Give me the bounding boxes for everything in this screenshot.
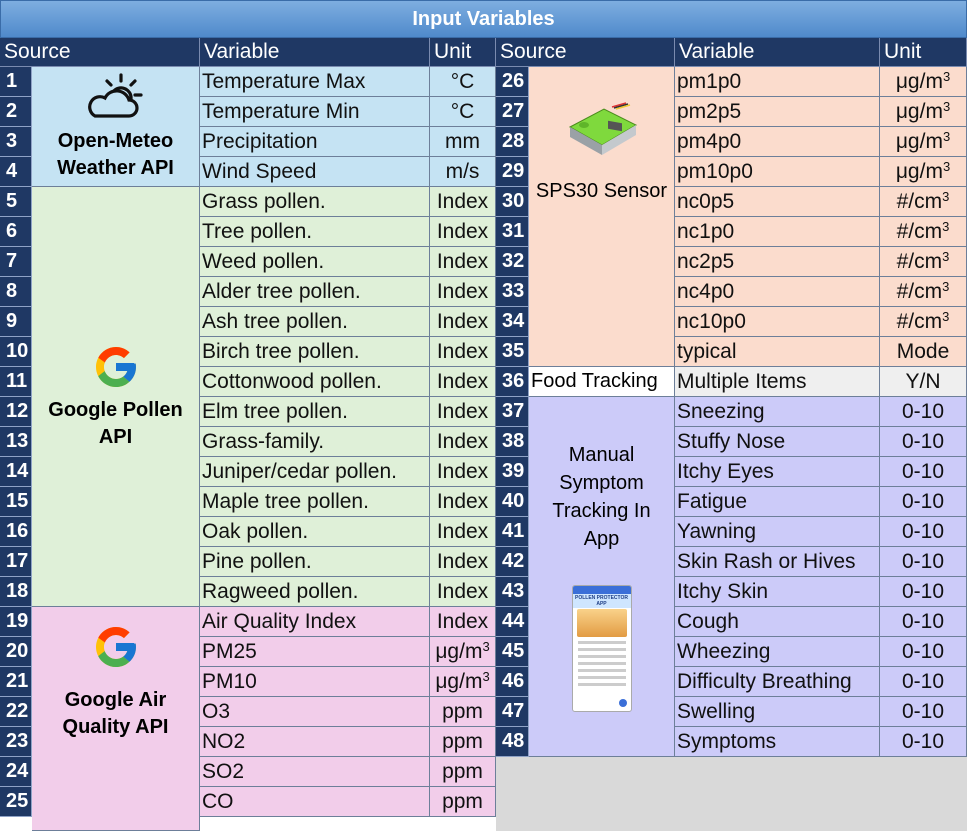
variable-name: nc10p0 (675, 307, 880, 337)
variable-unit (430, 697, 496, 727)
header-unit-left: Unit (430, 38, 496, 67)
row-number: 38 (496, 427, 529, 457)
unit-superscript: 3 (942, 69, 951, 84)
source-air-quality (32, 607, 200, 831)
variable-name: nc4p0 (675, 277, 880, 307)
variable-unit (430, 787, 496, 817)
variable-unit (430, 547, 496, 577)
unit-text: 0-10 (901, 459, 945, 483)
variable-name: Oak pollen. (200, 517, 430, 547)
row-number: 34 (496, 307, 529, 337)
variable-name: SO2 (200, 757, 430, 787)
unit-text: 0-10 (901, 639, 945, 663)
variable-unit (430, 307, 496, 337)
unit-text: μg/m (895, 129, 943, 153)
row-number: 20 (0, 637, 32, 667)
variable-unit (880, 367, 967, 397)
variable-unit (430, 637, 496, 667)
variable-unit (430, 517, 496, 547)
google-logo-icon (92, 343, 140, 391)
variable-name: PM10 (200, 667, 430, 697)
unit-text: #/cm (896, 249, 943, 273)
unit-text: Index (436, 399, 489, 423)
row-number: 39 (496, 457, 529, 487)
unit-text: Index (436, 489, 489, 513)
unit-text: Index (436, 339, 489, 363)
variable-name: Juniper/cedar pollen. (200, 457, 430, 487)
unit-text: Index (436, 369, 489, 393)
variable-name: Cough (675, 607, 880, 637)
variable-unit (880, 247, 967, 277)
unit-text: 0-10 (901, 669, 945, 693)
header-variable-left: Variable (200, 38, 430, 67)
row-number: 12 (0, 397, 32, 427)
variable-unit (880, 127, 967, 157)
variable-name: O3 (200, 697, 430, 727)
variable-unit (880, 457, 967, 487)
unit-text: #/cm (896, 279, 943, 303)
source-weather-label: Open-Meteo Weather API (57, 129, 174, 179)
unit-text: Index (436, 549, 489, 573)
row-number: 41 (496, 517, 529, 547)
row-number: 25 (0, 787, 32, 817)
unit-text: ppm (442, 789, 483, 813)
source-air-quality-label: Google Air Quality API (62, 689, 169, 738)
variable-unit (880, 397, 967, 427)
unit-text: μg/m (435, 669, 483, 693)
unit-text: 0-10 (901, 399, 945, 423)
variable-name: Symptoms (675, 727, 880, 757)
row-number: 16 (0, 517, 32, 547)
variable-unit (880, 637, 967, 667)
unit-superscript: 3 (942, 279, 950, 294)
variable-name: Elm tree pollen. (200, 397, 430, 427)
variable-unit (430, 757, 496, 787)
variable-unit (880, 607, 967, 637)
variable-unit (880, 97, 967, 127)
variable-name: Weed pollen. (200, 247, 430, 277)
row-number: 15 (0, 487, 32, 517)
unit-text: ppm (442, 729, 483, 753)
variable-name: Wind Speed (200, 157, 430, 187)
row-number: 40 (496, 487, 529, 517)
unit-superscript: 3 (942, 129, 951, 144)
unit-text: m/s (445, 159, 480, 183)
variable-name: Tree pollen. (200, 217, 430, 247)
unit-text: μg/m (895, 99, 943, 123)
unit-text: μg/m (895, 159, 943, 183)
unit-superscript: 3 (482, 669, 490, 684)
variable-name: Stuffy Nose (675, 427, 880, 457)
row-number: 22 (0, 697, 32, 727)
variable-name: nc1p0 (675, 217, 880, 247)
unit-text: 0-10 (901, 489, 945, 513)
row-number: 35 (496, 337, 529, 367)
variable-name: pm10p0 (675, 157, 880, 187)
variable-unit (880, 157, 967, 187)
unit-text: Index (436, 219, 489, 243)
row-number: 24 (0, 757, 32, 787)
unit-text: mm (445, 129, 480, 153)
variable-name: Sneezing (675, 397, 880, 427)
variable-name: Multiple Items (675, 367, 880, 397)
source-pollen (32, 187, 200, 607)
variable-name: Precipitation (200, 127, 430, 157)
source-pollen-label: Google Pollen API (48, 398, 183, 448)
source-food-tracking: Food Tracking (529, 367, 675, 397)
row-number: 33 (496, 277, 529, 307)
unit-superscript: 3 (942, 249, 950, 264)
variable-name: pm2p5 (675, 97, 880, 127)
variable-name: nc2p5 (675, 247, 880, 277)
unit-text: Y/N (905, 369, 941, 393)
unit-text: Mode (896, 339, 950, 363)
unit-text: 0-10 (901, 729, 945, 753)
unit-text: 0-10 (901, 609, 945, 633)
variable-unit (430, 277, 496, 307)
unit-text: Index (436, 459, 489, 483)
variable-unit (880, 697, 967, 727)
table-title: Input Variables (0, 0, 967, 38)
unit-text: °C (450, 69, 475, 93)
row-number: 11 (0, 367, 32, 397)
variable-unit (880, 277, 967, 307)
row-number: 5 (0, 187, 32, 217)
unit-text: μg/m (895, 69, 943, 93)
variable-name: typical (675, 337, 880, 367)
header-source-right: Source (496, 38, 675, 67)
variable-unit (430, 337, 496, 367)
variable-name: Itchy Eyes (675, 457, 880, 487)
variable-unit (880, 577, 967, 607)
unit-text: μg/m (435, 639, 483, 663)
row-number: 9 (0, 307, 32, 337)
sps30-sensor-image (564, 101, 640, 161)
row-number: 18 (0, 577, 32, 607)
unit-text: Index (436, 189, 489, 213)
variable-name: nc0p5 (675, 187, 880, 217)
variable-name: Ragweed pollen. (200, 577, 430, 607)
variable-name: Pine pollen. (200, 547, 430, 577)
row-number: 32 (496, 247, 529, 277)
variable-unit (880, 517, 967, 547)
variable-unit (430, 127, 496, 157)
variable-unit (880, 217, 967, 247)
variable-name: Wheezing (675, 637, 880, 667)
variable-unit (430, 577, 496, 607)
variable-unit (880, 337, 967, 367)
row-number: 23 (0, 727, 32, 757)
source-manual-label: Manual Symptom Tracking In App (552, 444, 651, 550)
variable-name: pm1p0 (675, 67, 880, 97)
unit-superscript: 3 (942, 219, 950, 234)
source-weather (32, 67, 200, 187)
row-number: 48 (496, 727, 529, 757)
unit-superscript: 3 (942, 189, 950, 204)
variable-unit (880, 667, 967, 697)
variable-name: Skin Rash or Hives (675, 547, 880, 577)
unit-text: Index (436, 579, 489, 603)
source-sps30-label: SPS30 Sensor (535, 180, 668, 202)
unit-text: #/cm (896, 309, 943, 333)
variable-unit (880, 187, 967, 217)
header-unit-right: Unit (880, 38, 967, 67)
unit-text: Index (436, 519, 489, 543)
row-number: 46 (496, 667, 529, 697)
row-number: 29 (496, 157, 529, 187)
unit-superscript: 3 (942, 159, 951, 174)
variable-unit (430, 607, 496, 637)
variable-name: Birch tree pollen. (200, 337, 430, 367)
variable-name: Temperature Max (200, 67, 430, 97)
variable-name: Fatigue (675, 487, 880, 517)
variable-unit (430, 217, 496, 247)
empty-area (496, 757, 967, 831)
unit-text: #/cm (896, 189, 943, 213)
row-number: 4 (0, 157, 32, 187)
row-number: 6 (0, 217, 32, 247)
variable-unit (430, 487, 496, 517)
row-number: 19 (0, 607, 32, 637)
variable-name: Ash tree pollen. (200, 307, 430, 337)
row-number: 26 (496, 67, 529, 97)
variable-unit (430, 457, 496, 487)
variable-name: CO (200, 787, 430, 817)
variable-unit (430, 97, 496, 127)
unit-text: ppm (442, 759, 483, 783)
row-number: 7 (0, 247, 32, 277)
row-number: 2 (0, 97, 32, 127)
unit-text: Index (436, 609, 489, 633)
row-number: 47 (496, 697, 529, 727)
variable-name: NO2 (200, 727, 430, 757)
row-number: 17 (0, 547, 32, 577)
variable-name: Alder tree pollen. (200, 277, 430, 307)
unit-superscript: 3 (942, 99, 951, 114)
source-sps30 (529, 67, 675, 367)
unit-text: Index (436, 249, 489, 273)
variable-name: Itchy Skin (675, 577, 880, 607)
unit-text: 0-10 (901, 699, 945, 723)
app-banner: POLLEN PROTECTOR APP (573, 594, 631, 608)
row-number: 10 (0, 337, 32, 367)
variable-unit (430, 247, 496, 277)
row-number: 30 (496, 187, 529, 217)
header-source-left: Source (0, 38, 200, 67)
unit-text: #/cm (896, 219, 943, 243)
row-number: 44 (496, 607, 529, 637)
row-number: 8 (0, 277, 32, 307)
variable-name: Cottonwood pollen. (200, 367, 430, 397)
row-number: 14 (0, 457, 32, 487)
variable-unit (880, 727, 967, 757)
row-number: 3 (0, 127, 32, 157)
sun-behind-cloud-icon (85, 72, 147, 122)
row-number: 36 (496, 367, 529, 397)
variable-name: Maple tree pollen. (200, 487, 430, 517)
unit-text: ppm (442, 699, 483, 723)
variable-name: Temperature Min (200, 97, 430, 127)
unit-text: 0-10 (901, 549, 945, 573)
unit-text: 0-10 (901, 429, 945, 453)
row-number: 21 (0, 667, 32, 697)
google-logo-icon (92, 623, 140, 671)
variable-unit (430, 187, 496, 217)
variable-name: Air Quality Index (200, 607, 430, 637)
unit-text: Index (436, 429, 489, 453)
row-number: 27 (496, 97, 529, 127)
row-number: 28 (496, 127, 529, 157)
unit-text: Index (436, 309, 489, 333)
source-manual-tracking (529, 397, 675, 757)
variable-name: Difficulty Breathing (675, 667, 880, 697)
unit-text: 0-10 (901, 579, 945, 603)
unit-superscript: 3 (482, 639, 490, 654)
variable-unit (430, 667, 496, 697)
unit-text: °C (450, 99, 475, 123)
variable-unit (430, 367, 496, 397)
row-number: 43 (496, 577, 529, 607)
row-number: 37 (496, 397, 529, 427)
variable-name: Grass-family. (200, 427, 430, 457)
variable-unit (430, 67, 496, 97)
unit-text: Index (436, 279, 489, 303)
variable-name: pm4p0 (675, 127, 880, 157)
variable-unit (430, 397, 496, 427)
variable-unit (880, 487, 967, 517)
variable-unit (880, 67, 967, 97)
variable-name: Yawning (675, 517, 880, 547)
variable-name: Grass pollen. (200, 187, 430, 217)
variable-unit (430, 157, 496, 187)
row-number: 1 (0, 67, 32, 97)
row-number: 45 (496, 637, 529, 667)
variable-unit (430, 427, 496, 457)
row-number: 31 (496, 217, 529, 247)
unit-superscript: 3 (942, 309, 950, 324)
app-screenshot-image (572, 585, 632, 712)
row-number: 42 (496, 547, 529, 577)
row-number: 13 (0, 427, 32, 457)
variable-name: PM25 (200, 637, 430, 667)
variable-unit (880, 307, 967, 337)
variable-unit (880, 547, 967, 577)
header-variable-right: Variable (675, 38, 880, 67)
variable-unit (430, 727, 496, 757)
unit-text: 0-10 (901, 519, 945, 543)
variable-unit (880, 427, 967, 457)
variable-name: Swelling (675, 697, 880, 727)
